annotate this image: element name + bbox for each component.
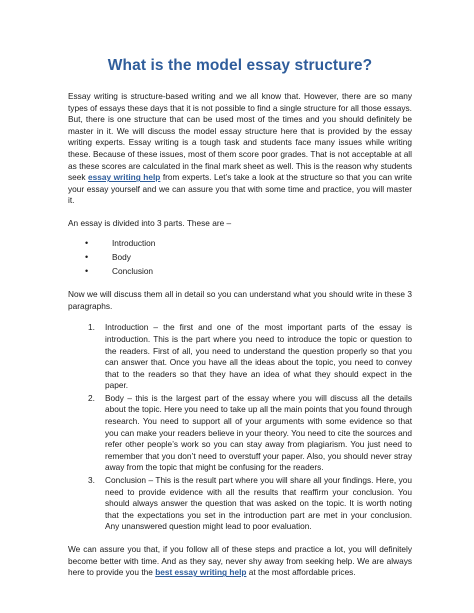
item-text: Conclusion – This is the result part where you will share all your findings. Here, you need to provide evidence with all the results that reaffirm your conclusion. You should always answer the question that was asked on the topic. It is worth noting that the expectations you set in the introduction part are met in your conclusion. Any unanswered question might lead to poor evaluation. [105, 475, 412, 532]
item-number: 3. [88, 475, 95, 486]
bullet-item-body: • Body [112, 250, 412, 264]
intro-text-end: from experts. Let’s take a look at the structure so that you can write your essay yourself and we can assure you that with some time and practice, you will master it. [68, 172, 412, 206]
item-text: Body – this is the largest part of the essay where you will discuss all the details about the topic. Here you need to take up all the main points that you found through research. You need to support all of your arguments with some evidence so that you can make your readers believe in your theory. You need to cite the sources and refer other people’s work so you can stay away from plagiarism. You just need to remember that you don’t need to overstuff your paper. Also, you should never stray away from the topic that might be confusing for the readers. [105, 392, 412, 473]
item-number: 2. [88, 392, 95, 403]
item-text: Introduction – the first and one of the most important parts of the essay is introduction. This is the part where you need to introduce the topic or question to the readers. First of all, you need to understand the question properly so that you can answer that. Once you have all the ideas about the topic, you need to convey that to the readers so that they have an idea of what they should expect in the paper. [105, 322, 412, 391]
item-number: 1. [88, 322, 95, 333]
intro-paragraph [68, 91, 412, 207]
parts-bullet-list [68, 236, 412, 279]
discuss-paragraph: Now we will discuss them all in detail so you can understand what you should write in these 3 paragraphs. [68, 289, 412, 311]
closing-paragraph [68, 544, 412, 579]
bullet-item-conclusion: • Conclusion [112, 264, 412, 278]
parts-lead-text: An essay is divided into 3 parts. These are – [68, 217, 232, 228]
essay-writing-help-link[interactable]: essay writing help [88, 172, 161, 183]
bullet-item-introduction: • Introduction [112, 236, 412, 250]
numbered-item-conclusion [88, 475, 412, 533]
intro-text-start: Essay writing is structure-based writing and we all know that. However, there are so many types of essays these days that it is not possible to find a single structure for all those essays. But, there is one structure that can be used most of the times and you should definitely be master in it. We will discuss the model essay structure here that is provided by the essay writing experts. Essay writing is a tough task and students face many issues while writing these. Because of these issues, most of them score poor grades. That is not acceptable at all as these scores are calculated in the final mark sheet as well. This is the reason why students seek [68, 91, 412, 183]
numbered-item-body [88, 392, 412, 474]
best-essay-writing-help-link[interactable]: best essay writing help [155, 567, 247, 578]
page-title: What is the model essay structure? [107, 57, 373, 74]
numbered-list [68, 322, 412, 533]
numbered-item-introduction [88, 322, 412, 392]
closing-text-end: at the most affordable prices. [246, 567, 356, 578]
closing-text-start: We can assure you that, if you follow all of these steps and practice a lot, you will definitely become better with time. And as they say, never shy away from seeking help. We are always here to provide you the [68, 544, 412, 578]
